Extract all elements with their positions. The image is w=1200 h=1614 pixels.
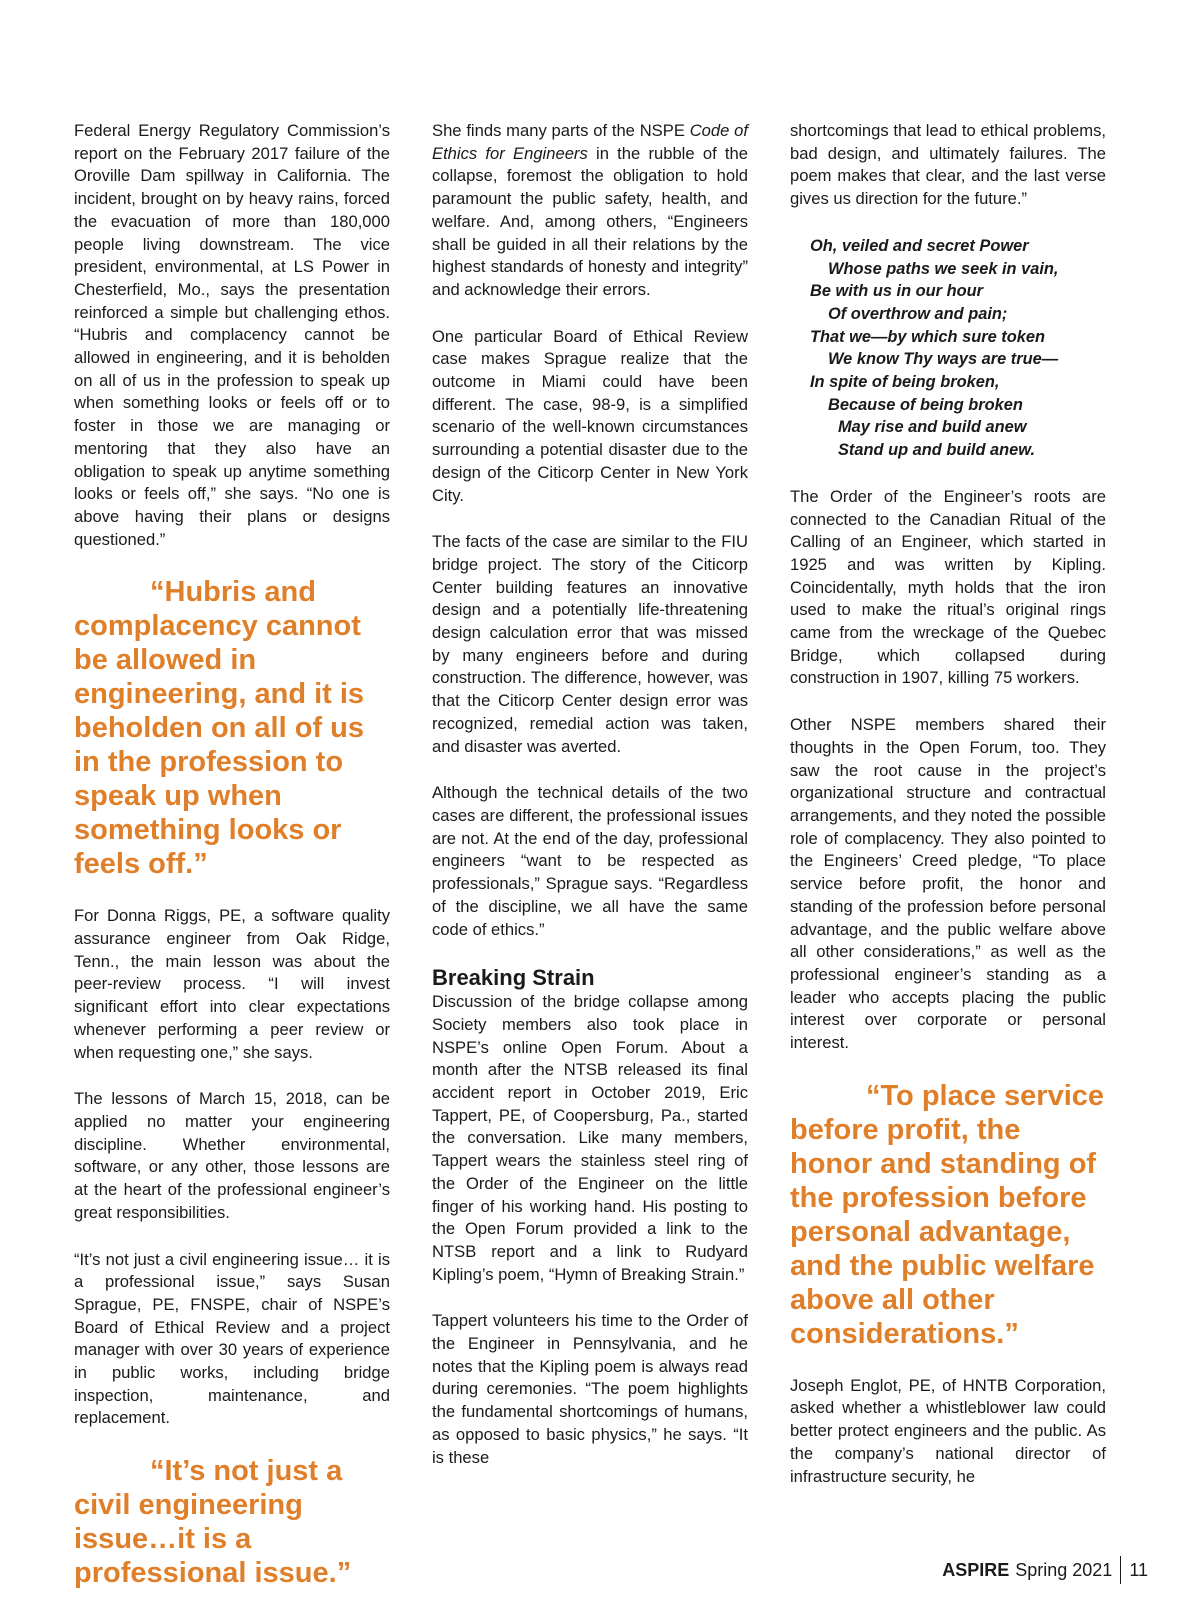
paragraph: The lessons of March 15, 2018, can be applied no matter your engineering discipline. Whether environmental, software, or any other, those lessons are at the heart of the professional engineer’s great responsibilities. <box>74 1089 390 1222</box>
paragraph <box>432 120 748 302</box>
footer-divider <box>1120 1556 1121 1584</box>
section-heading: Breaking Strain <box>432 965 595 991</box>
page-footer <box>942 1556 1148 1584</box>
poem-line: We know Thy ways are true— <box>828 350 1059 369</box>
paragraph: The facts of the case are similar to the FIU bridge project. The story of the Citicorp Center building features an innovative design and a potentially life-threatening design calculation error that was missed by many engineers before and during construction. The difference, however, was that the Citicorp Center design error was recognized, remedial action was taken, and disaster was averted. <box>432 532 748 756</box>
code-of-ethics-title: Code of Ethics for Engineers <box>432 121 748 163</box>
column-1 <box>74 120 390 1614</box>
pull-quote: “To place service before profit, the honor and standing of the profession before personal advantage, and the public welfare above all other considerations.” <box>790 1079 1105 1350</box>
poem-line: In spite of being broken, <box>810 373 1000 392</box>
poem-line: Oh, veiled and secret Power <box>810 236 1029 255</box>
paragraph: For Donna Riggs, PE, a software quality assurance engineer from Oak Ridge, Tenn., the main lesson was about the peer-review process. “I will invest significant effort into clear expectations whenever performing a peer review or when requesting one,” she says. <box>74 906 390 1062</box>
paragraph: Tappert volunteers his time to the Order of the Engineer in Pennsylvania, and he notes that the Kipling poem is always read during ceremonies. “The poem highlights the fundamental shortcomings of humans, as opposed to basic physics,” he says. “It is these <box>432 1311 748 1467</box>
paragraph: shortcomings that lead to ethical problems, bad design, and ultimately failures. The poem makes that clear, and the last verse gives us direction for the future.” <box>790 121 1106 209</box>
pull-quote: “It’s not just a civil engineering issue…it is a professional issue.” <box>74 1455 352 1590</box>
column-2 <box>432 120 748 1469</box>
paragraph: Other NSPE members shared their thoughts in the Open Forum, too. They saw the root cause in the project’s organizational structure and contractual arrangements, and they noted the possible role of complacency. They also pointed to the Engineers’ Creed pledge, “To place service before profit, the honor and standing of the profession before personal advantage, and the public welfare above all other considerations,” as well as the professional engineer’s standing as a leader who accepts placing the public interest over corporate or personal interest. <box>790 715 1106 1053</box>
paragraph: Discussion of the bridge collapse among Society members also took place in NSPE’s online Open Forum. About a month after the NTSB released its final accident report in October 2019, Eric Tappert, PE, of Coopersburg, Pa., started the conversation. Like many members, Tappert wears the stainless steel ring of the Order of the Engineer on the little finger of his working hand. His posting to the Open Forum provided a link to the NTSB report and a link to Rudyard Kipling’s poem, “Hymn of Breaking Strain.” <box>432 992 748 1284</box>
paragraph: Federal Energy Regulatory Commission’s report on the February 2017 failure of the Oroville Dam spillway in California. The incident, brought on by heavy rains, forced the evacuation of more than 180,000 people living downstream. The vice president, environmental, at LS Power in Chesterfield, Mo., says the presentation reinforced a simple but challenging ethos. “Hubris and complacency cannot be allowed in engineering, and it is beholden on all of us in the profession to speak up when something looks or feels off or to foster in those we are managing or mentoring that they also have an obligation to speak up anytime something looks or feels off,” she says. “No one is above having their plans or designs questioned.” <box>74 121 390 549</box>
paragraph: The Order of the Engineer’s roots are connected to the Canadian Ritual of the Calling of an Engineer, which started in 1925 and was written by Kipling. Coincidentally, myth holds that the iron used to make the ritual’s original rings came from the wreckage of the Quebec Bridge, which collapsed during construction in 1907, killing 75 workers. <box>790 486 1106 688</box>
magazine-name: ASPIRE <box>942 1559 1010 1580</box>
page-number: 11 <box>1129 1559 1148 1580</box>
poem-line: Be with us in our hour <box>810 282 984 301</box>
poem-line: Whose paths we seek in vain, <box>828 259 1059 278</box>
poem-line: That we—by which sure token <box>810 327 1045 346</box>
poem-line: Because of being broken <box>828 395 1023 414</box>
text-run: She finds many parts of the NSPE <box>432 121 690 140</box>
paragraph: Although the technical details of the two cases are different, the professional issues are not. At the end of the day, professional engineers “want to be respected as professionals,” Sprague says. “Regardless of the discipline, we all have the same code of ethics.” <box>432 783 748 939</box>
column-3 <box>790 120 1106 1488</box>
poem-line: May rise and build anew <box>838 418 1027 437</box>
issue-label: Spring 2021 <box>1015 1559 1113 1580</box>
paragraph: One particular Board of Ethical Review case makes Sprague realize that the outcome in Miami could have been different. The case, 98-9, is a simplified scenario of the well-known circumstances surrounding a potential disaster due to the design of the Citicorp Center in New York City. <box>432 326 748 505</box>
poem-line: Of overthrow and pain; <box>828 304 1008 323</box>
paragraph: “It’s not just a civil engineering issue… it is a professional issue,” says Susan Sprague, PE, FNSPE, chair of NSPE’s Board of Ethical Review and a project manager with over 30 years of experience in public works, including bridge inspection, maintenance, and replacement. <box>74 1249 390 1428</box>
paragraph: Joseph Englot, PE, of HNTB Corporation, asked whether a whistleblower law could better protect engineers and the public. As the company’s national director of infrastructure security, he <box>790 1375 1106 1486</box>
poem-line: Stand up and build anew. <box>838 441 1035 460</box>
poem <box>810 235 1106 462</box>
pull-quote: “Hubris and complacency cannot be allowed in engineering, and it is beholden on all of us in the profession to speak up when something looks or feels off.” <box>74 576 365 881</box>
text-run: in the rubble of the collapse, foremost the obligation to hold paramount the public safety, health, and welfare. And, among others, “Engineers shall be guided in all their relations by the highest standards of honesty and integrity” and acknowledge their errors. <box>432 143 748 299</box>
